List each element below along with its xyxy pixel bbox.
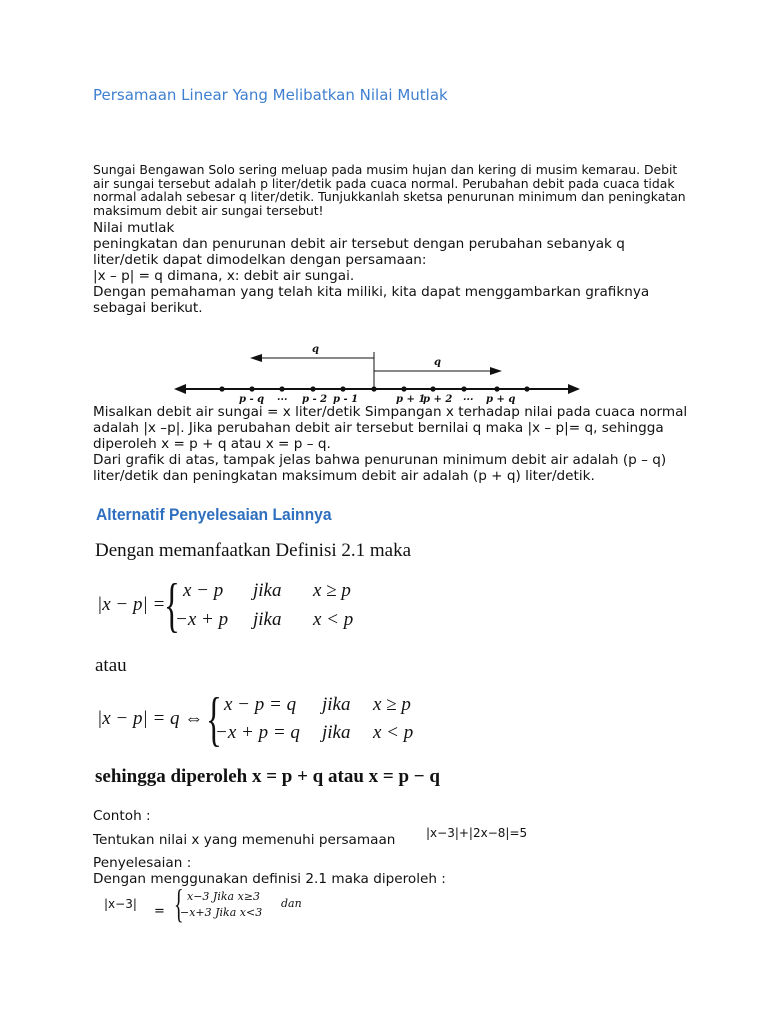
def-case2: −x + p	[175, 609, 229, 630]
explanation-1: Misalkan debit air sungai = x liter/detik Simpangan x terhadap nilai pada cuaca normal adalah |x –p|. Jika perubahan debit air tersebut bernilai q maka |x – p|= q, sehingga diperoleh x = p + q atau x = p – q.	[93, 404, 688, 452]
def-brace: {	[164, 572, 180, 638]
eq-brace: {	[206, 686, 222, 752]
axis-left-head	[174, 384, 186, 394]
arrow-label-left: q	[312, 344, 319, 355]
penyelesaian-text: Dengan menggunakan definisi 2.1 maka diperoleh :	[93, 871, 446, 887]
equation-line: |x – p| = q dimana, x: debit air sungai.	[93, 268, 355, 284]
nilai-mutlak-section	[93, 220, 693, 316]
graph-intro: Dengan pemahaman yang telah kita miliki, kita dapat menggambarkan grafiknya sebagai berikut.	[93, 284, 650, 316]
eq-jika2: jika	[322, 722, 351, 743]
penyelesaian-label: Penyelesaian :	[93, 855, 192, 871]
nilai-mutlak-heading: Nilai mutlak	[93, 220, 175, 236]
abs-equals: =	[154, 904, 165, 919]
eq-case2: −x + p = q	[215, 722, 300, 743]
tick-label: p - 2	[302, 394, 328, 405]
tick-label: p + 2	[423, 394, 453, 405]
abs-lhs: |x−3|	[104, 897, 137, 911]
atau-label: atau	[95, 655, 127, 676]
contoh-text: Tentukan nilai x yang memenuhi persamaan	[93, 832, 396, 848]
eq-cond1: x ≥ p	[373, 694, 411, 715]
page-title: Persamaan Linear Yang Melibatkan Nilai Mutlak	[93, 86, 448, 104]
tick-label: ...	[277, 392, 288, 403]
tick-label: p - 1	[333, 394, 359, 405]
tick-label: p + q	[486, 394, 516, 405]
arrow-right-head	[490, 367, 502, 375]
contoh-equation: |x−3|+|2x−8|=5	[426, 826, 528, 840]
dan-label: dan	[281, 897, 302, 910]
arrow-label-right: q	[434, 357, 441, 368]
number-line-figure	[170, 338, 590, 408]
alt-intro: Dengan memanfaatkan Definisi 2.1 maka	[95, 540, 412, 561]
eq-jika1: jika	[322, 694, 351, 715]
def-cond2: x < p	[313, 609, 354, 630]
conclusion: sehingga diperoleh x = p + q atau x = p − q	[95, 766, 440, 787]
axis-right-head	[568, 384, 580, 394]
tick-label: p - q	[239, 394, 265, 405]
eq-case1: x − p = q	[224, 694, 297, 715]
explanation-section	[93, 404, 693, 484]
abs-case2: −x+3 Jika x<3	[180, 906, 263, 919]
def-jika2: jika	[253, 609, 282, 630]
arrow-left-head	[250, 354, 262, 362]
eq-lhs: |x − p| = q ⇔	[97, 708, 204, 729]
tick-label: ...	[463, 392, 474, 403]
alt-heading: Alternatif Penyelesaian Lainnya	[96, 505, 332, 524]
eq-cond2: x < p	[373, 722, 414, 743]
contoh-label: Contoh :	[93, 808, 151, 824]
explanation-2: Dari grafik di atas, tampak jelas bahwa penurunan minimum debit air adalah (p – q) liter/detik dan peningkatan maksimum debit air adalah (p + q) liter/detik.	[93, 452, 667, 484]
tick-label: p + 1	[396, 394, 426, 405]
problem-text: Sungai Bengawan Solo sering meluap pada musim hujan dan kering di musim kemarau. Debit air sungai tersebut adalah p liter/detik pada cuaca normal. Perubahan debit pada cuaca tidak normal adalah sebesar q liter/detik. Tunjukkanlah sketsa penurunan minimum dan peningkatan maksimum debit air sungai tersebut!	[93, 162, 686, 218]
model-text: peningkatan dan penurunan debit air tersebut dengan perubahan sebanyak q liter/detik dapat dimodelkan dengan persamaan:	[93, 236, 625, 268]
def-jika1: jika	[253, 580, 282, 601]
abs-case1: x−3 Jika x≥3	[187, 890, 260, 903]
abs-brace: {	[174, 881, 184, 926]
def-cond1: x ≥ p	[313, 580, 351, 601]
def-lhs: |x − p| =	[97, 594, 166, 615]
def-case1: x − p	[183, 580, 224, 601]
